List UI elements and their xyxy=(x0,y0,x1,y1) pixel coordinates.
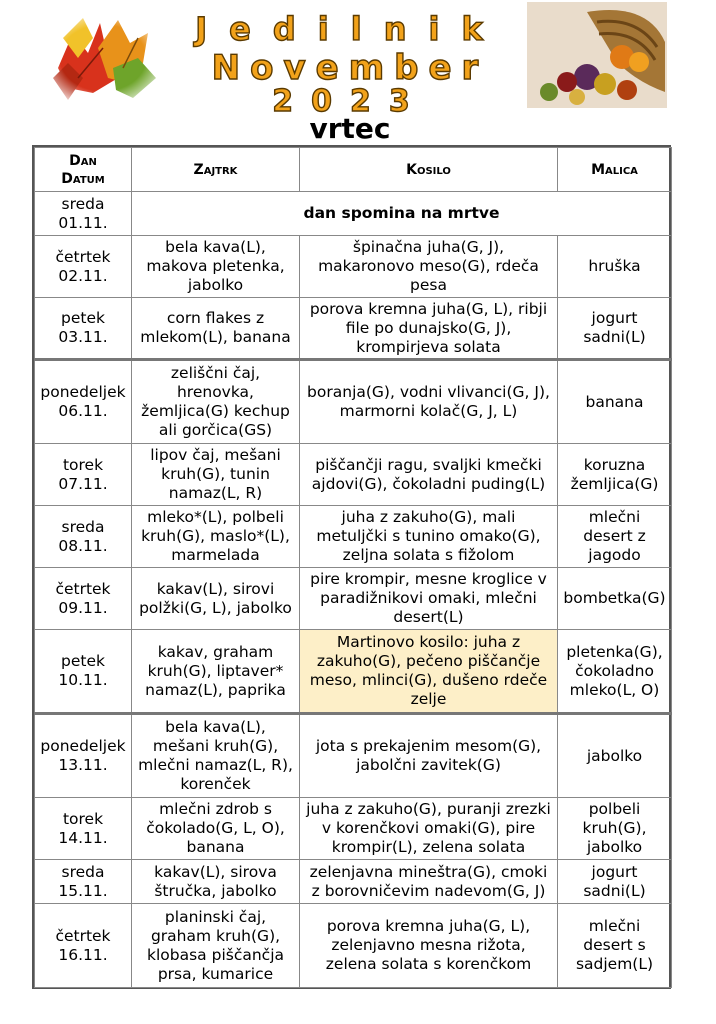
lunch-cell: špinačna juha(G, J), makaronovo meso(G), rdeča pesa xyxy=(300,236,558,298)
snack-cell: jabolko xyxy=(558,714,672,798)
lunch-cell: porova kremna juha(G, L), ribji file po dunajsko(G, J), krompirjeva solata xyxy=(300,298,558,360)
title-month: November xyxy=(211,48,489,88)
lunch-cell-highlighted: Martinovo kosilo: juha z zakuho(G), pečeno piščančje meso, mlinci(G), dušeno rdeče zelje xyxy=(300,630,558,714)
table-row xyxy=(35,904,672,988)
table-row xyxy=(35,798,672,860)
table-row xyxy=(35,236,672,298)
snack-cell: hruška xyxy=(558,236,672,298)
day-cell: sreda 15.11. xyxy=(35,860,132,904)
breakfast-cell: kakav(L), sirovi polžki(G, L), jabolko xyxy=(132,568,300,630)
day-cell: petek 03.11. xyxy=(35,298,132,360)
day-cell: sreda 01.11. xyxy=(35,192,132,236)
table-row xyxy=(35,192,672,236)
table-header-row xyxy=(35,148,672,192)
table-row xyxy=(35,298,672,360)
table-row xyxy=(35,506,672,568)
day-cell: četrtek 16.11. xyxy=(35,904,132,988)
breakfast-cell: kakav, graham kruh(G), liptaver* namaz(L), paprika xyxy=(132,630,300,714)
breakfast-cell: bela kava(L), mešani kruh(G), mlečni namaz(L, R), korenček xyxy=(132,714,300,798)
lunch-cell: juha z zakuho(G), mali metuljčki s tunino omako(G), zeljna solata s fižolom xyxy=(300,506,558,568)
snack-cell: banana xyxy=(558,360,672,444)
day-cell: sreda 08.11. xyxy=(35,506,132,568)
title-vrtec: vrtec xyxy=(309,112,391,145)
table-row xyxy=(35,568,672,630)
day-cell: četrtek 09.11. xyxy=(35,568,132,630)
snack-cell: pletenka(G), čokoladno mleko(L, O) xyxy=(558,630,672,714)
breakfast-cell: lipov čaj, mešani kruh(G), tunin namaz(L, R) xyxy=(132,444,300,506)
lunch-cell: pire krompir, mesne kroglice v paradižnikovi omaki, mlečni desert(L) xyxy=(300,568,558,630)
breakfast-cell: bela kava(L), makova pletenka, jabolko xyxy=(132,236,300,298)
header-snack: Malica xyxy=(558,148,672,192)
page-header xyxy=(0,0,716,145)
lunch-cell: porova kremna juha(G, L), zelenjavno mesna rižota, zelena solata s korenčkom xyxy=(300,904,558,988)
snack-cell: jogurt sadni(L) xyxy=(558,860,672,904)
menu-table xyxy=(32,145,671,989)
table-row xyxy=(35,444,672,506)
header-day: Dan Datum xyxy=(35,148,132,192)
snack-cell: bombetka(G) xyxy=(558,568,672,630)
breakfast-cell: planinski čaj, graham kruh(G), klobasa piščančja prsa, kumarice xyxy=(132,904,300,988)
title-year: 2023 xyxy=(272,84,428,119)
snack-cell: koruzna žemljica(G) xyxy=(558,444,672,506)
day-cell: petek 10.11. xyxy=(35,630,132,714)
snack-cell: jogurt sadni(L) xyxy=(558,298,672,360)
breakfast-cell: mleko*(L), polbeli kruh(G), maslo*(L), marmelada xyxy=(132,506,300,568)
breakfast-cell: mlečni zdrob s čokolado(G, L, O), banana xyxy=(132,798,300,860)
lunch-cell: juha z zakuho(G), puranji zrezki v korenčkovi omaki(G), pire krompir(L), zelena solata xyxy=(300,798,558,860)
day-cell: ponedeljek 06.11. xyxy=(35,360,132,444)
title-jedilnik: Jedilnik xyxy=(195,10,505,48)
snack-cell: mlečni desert z jagodo xyxy=(558,506,672,568)
day-cell: torek 07.11. xyxy=(35,444,132,506)
table-row xyxy=(35,860,672,904)
lunch-cell: piščančji ragu, svaljki kmečki ajdovi(G), čokoladni puding(L) xyxy=(300,444,558,506)
day-cell: ponedeljek 13.11. xyxy=(35,714,132,798)
snack-cell: mlečni desert s sadjem(L) xyxy=(558,904,672,988)
table-row xyxy=(35,360,672,444)
table-row xyxy=(35,630,672,714)
table-row xyxy=(35,714,672,798)
breakfast-cell: kakav(L), sirova štručka, jabolko xyxy=(132,860,300,904)
breakfast-cell: corn flakes z mlekom(L), banana xyxy=(132,298,300,360)
harvest-basket-image xyxy=(527,2,667,108)
lunch-cell: boranja(G), vodni vlivanci(G, J), marmorni kolač(G, J, L) xyxy=(300,360,558,444)
lunch-cell: jota s prekajenim mesom(G), jabolčni zavitek(G) xyxy=(300,714,558,798)
header-lunch: Kosilo xyxy=(300,148,558,192)
header-breakfast: Zajtrk xyxy=(132,148,300,192)
day-cell: torek 14.11. xyxy=(35,798,132,860)
day-cell: četrtek 02.11. xyxy=(35,236,132,298)
holiday-cell: dan spomina na mrtve xyxy=(132,192,672,236)
snack-cell: polbeli kruh(G), jabolko xyxy=(558,798,672,860)
breakfast-cell: zeliščni čaj, hrenovka, žemljica(G) kechup ali gorčica(GS) xyxy=(132,360,300,444)
lunch-cell: zelenjavna mineštra(G), cmoki z borovničevim nadevom(G, J) xyxy=(300,860,558,904)
autumn-leaves-image xyxy=(38,8,168,108)
